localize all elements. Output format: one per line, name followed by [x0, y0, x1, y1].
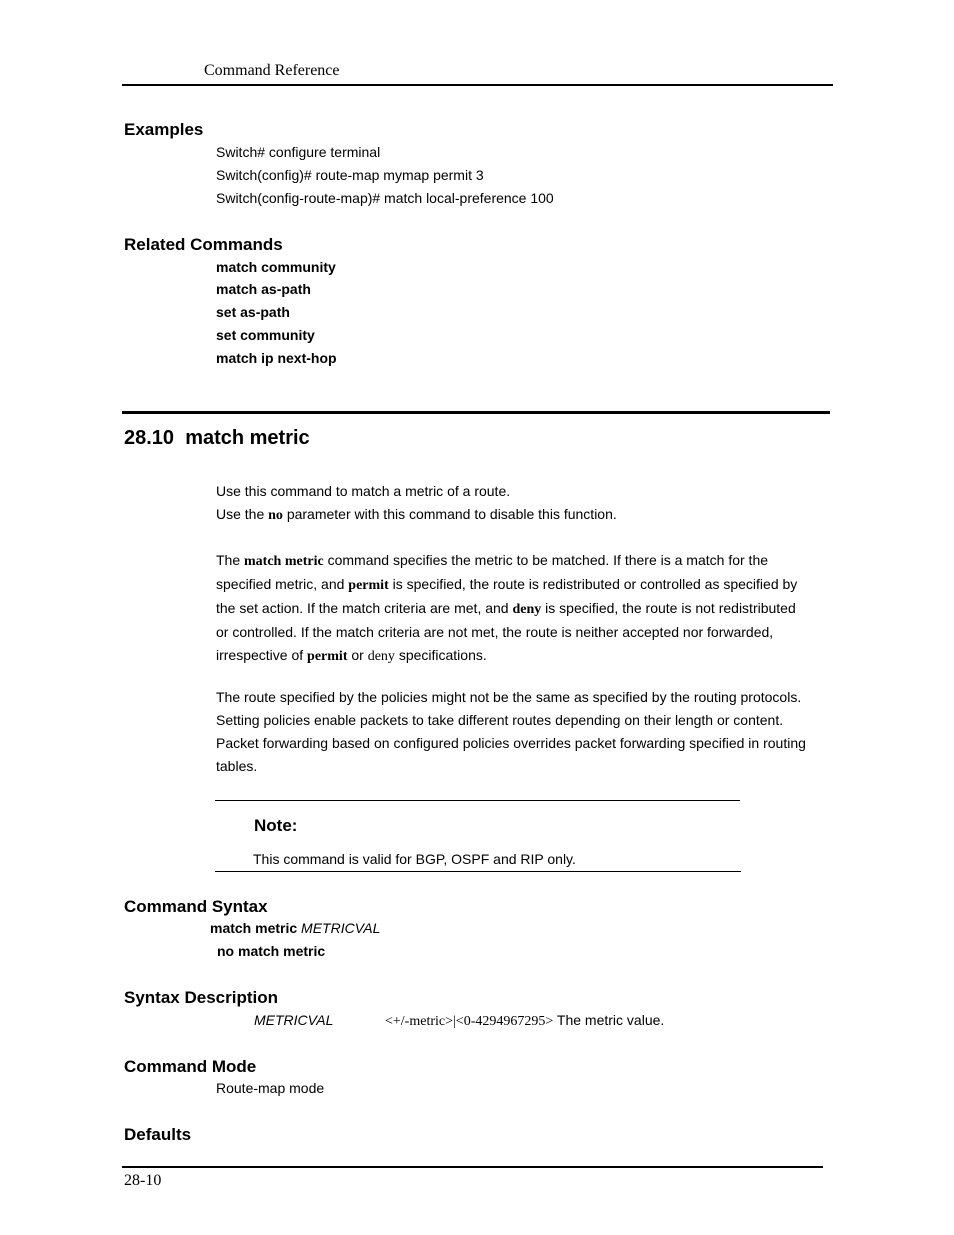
- intro-line: Use this command to match a metric of a route.: [216, 483, 511, 499]
- keyword-no: no: [268, 508, 283, 523]
- page-number: 28-10: [124, 1172, 162, 1189]
- note-label: Note:: [254, 816, 298, 835]
- paragraph-line: The match metric command specifies the metric to be matched. If there is a match for the: [216, 552, 769, 569]
- section-name: match metric: [185, 427, 310, 449]
- related-commands-heading: Related Commands: [124, 235, 283, 254]
- note-bottom-rule: [215, 871, 741, 872]
- running-header: Command Reference: [204, 62, 340, 79]
- related-command-item: match ip next-hop: [216, 350, 337, 366]
- related-command-item: match as-path: [216, 281, 311, 297]
- example-line: Switch# configure terminal: [216, 144, 381, 160]
- section-title: [124, 427, 310, 450]
- related-command-item: set community: [216, 327, 315, 343]
- keyword-match-metric: match metric: [244, 554, 324, 569]
- paragraph-line: or controlled. If the match criteria are not met, the route is neither accepted nor forwarded,: [216, 624, 774, 640]
- paragraph-line: the set action. If the match criteria are met, and deny is specified, the route is not redistributed: [216, 600, 796, 617]
- paragraph-line: Packet forwarding based on configured policies overrides packet forwarding specified in routing: [216, 735, 806, 751]
- footer-rule: [122, 1166, 823, 1168]
- header-rule: [122, 84, 833, 86]
- parameter-description: <+/-metric>|<0-4294967295> The metric value.: [385, 1012, 665, 1029]
- syntax-argument: METRICVAL: [301, 920, 381, 936]
- keyword-deny: deny: [512, 602, 542, 617]
- command-mode-heading: Command Mode: [124, 1057, 257, 1076]
- syntax-line: match metric METRICVAL: [210, 920, 381, 936]
- parameter-name: METRICVAL: [254, 1012, 334, 1028]
- examples-heading: Examples: [124, 120, 204, 139]
- command-syntax-heading: Command Syntax: [124, 897, 268, 916]
- paragraph-line: Setting policies enable packets to take different routes depending on their length or content.: [216, 712, 784, 728]
- parameter-range: <+/-metric>|<0-4294967295>: [385, 1014, 554, 1029]
- intro-line: Use the no parameter with this command to disable this function.: [216, 506, 617, 523]
- paragraph-line: irrespective of permit or deny specifications.: [216, 647, 487, 664]
- policy-paragraph: [216, 686, 836, 778]
- keyword-deny: deny: [367, 649, 395, 664]
- section-rule: [122, 411, 830, 414]
- note-text: This command is valid for BGP, OSPF and RIP only.: [253, 851, 576, 867]
- command-mode-value: Route-map mode: [216, 1080, 325, 1096]
- syntax-line: no match metric: [217, 943, 326, 959]
- note-top-rule: [215, 800, 740, 801]
- paragraph-line: specified metric, and permit is specified, the route is redistributed or controlled as specified by: [216, 576, 798, 593]
- section-number: 28.10: [124, 427, 175, 449]
- description-paragraph: [216, 549, 836, 668]
- paragraph-line: tables.: [216, 758, 258, 774]
- syntax-description-heading: Syntax Description: [124, 988, 278, 1007]
- related-command-item: match community: [216, 259, 336, 275]
- keyword-permit: permit: [348, 578, 389, 593]
- defaults-heading: Defaults: [124, 1125, 192, 1144]
- example-line: Switch(config-route-map)# match local-preference 100: [216, 190, 554, 206]
- keyword-permit: permit: [307, 649, 348, 664]
- intro-paragraph: [216, 480, 836, 527]
- related-command-item: set as-path: [216, 304, 290, 320]
- paragraph-line: The route specified by the policies might not be the same as specified by the routing protocols.: [216, 689, 802, 705]
- example-line: Switch(config)# route-map mymap permit 3: [216, 167, 484, 183]
